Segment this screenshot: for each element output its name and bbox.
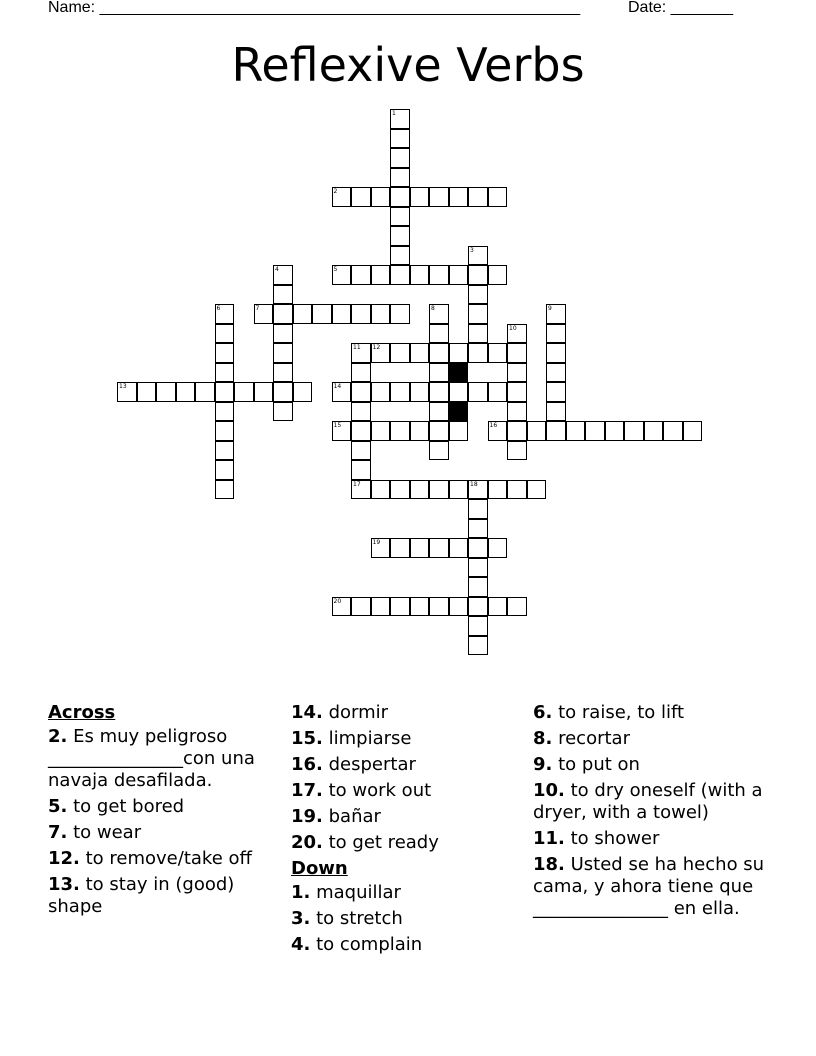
grid-cell[interactable] <box>371 343 391 363</box>
grid-cell[interactable] <box>449 421 469 441</box>
clue-number: 20. <box>291 832 323 853</box>
clue-item <box>533 754 773 776</box>
grid-cell[interactable] <box>410 480 430 500</box>
grid-cell[interactable] <box>390 538 410 558</box>
grid-cell[interactable] <box>410 382 430 402</box>
clue-item <box>533 780 773 824</box>
clue-item <box>48 874 278 918</box>
clue-item <box>48 848 278 870</box>
grid-cell[interactable] <box>488 421 508 441</box>
grid-cell[interactable] <box>488 480 508 500</box>
clue-number: 11. <box>533 828 565 849</box>
grid-cell[interactable] <box>429 363 449 383</box>
grid-cell[interactable] <box>468 285 488 305</box>
grid-cell[interactable] <box>429 597 449 617</box>
cell-number: 2 <box>333 188 338 195</box>
clue-item <box>533 702 773 724</box>
grid-cell[interactable] <box>546 324 566 344</box>
clue-number: 19. <box>291 806 323 827</box>
grid-cell[interactable] <box>507 343 527 363</box>
grid-cell[interactable] <box>293 304 313 324</box>
grid-cell[interactable] <box>449 480 469 500</box>
clue-number: 8. <box>533 728 553 749</box>
cell-number: 16 <box>489 422 498 429</box>
clue-text: to stay in (good) shape <box>48 874 235 917</box>
grid-cell[interactable] <box>273 324 293 344</box>
grid-cell[interactable] <box>371 187 391 207</box>
clue-text: bañar <box>322 806 381 827</box>
cell-number: 13 <box>119 383 127 390</box>
grid-cell[interactable] <box>351 480 371 500</box>
grid-cell[interactable] <box>254 382 274 402</box>
grid-cell[interactable] <box>410 538 430 558</box>
clue-number: 3. <box>291 908 311 929</box>
grid-cell[interactable] <box>605 421 625 441</box>
clue-item <box>533 728 773 750</box>
grid-cell[interactable] <box>351 421 371 441</box>
header <box>48 0 748 20</box>
clue-text: to shower <box>564 828 660 849</box>
clue-number: 1. <box>291 882 311 903</box>
grid-cell[interactable] <box>566 421 586 441</box>
grid-cell[interactable] <box>195 382 215 402</box>
clue-number: 18. <box>533 854 565 875</box>
grid-cell[interactable] <box>429 187 449 207</box>
grid-cell[interactable] <box>429 265 449 285</box>
grid-cell[interactable] <box>273 285 293 305</box>
grid-cell[interactable] <box>429 324 449 344</box>
clue-item <box>291 882 521 904</box>
grid-cell[interactable] <box>663 421 683 441</box>
clue-item <box>291 728 521 750</box>
grid-cell[interactable] <box>351 363 371 383</box>
clue-number: 15. <box>291 728 323 749</box>
grid-cell[interactable] <box>351 441 371 461</box>
clue-item <box>48 822 278 844</box>
clue-text: Usted se ha hecho su cama, y ahora tiene que _______________ en ella. <box>533 854 765 919</box>
grid-cell[interactable] <box>468 382 488 402</box>
cell-number: 14 <box>333 383 342 390</box>
grid-cell[interactable] <box>215 421 235 441</box>
clue-item <box>291 908 521 930</box>
grid-cell[interactable] <box>429 304 449 324</box>
grid-cell[interactable] <box>449 187 469 207</box>
grid-cell[interactable] <box>273 363 293 383</box>
black-cell <box>449 402 469 422</box>
cell-number: 9 <box>548 305 552 312</box>
grid-cell[interactable] <box>546 363 566 383</box>
clue-text: to get ready <box>322 832 439 853</box>
black-cell <box>449 363 469 383</box>
grid-cell[interactable] <box>468 265 488 285</box>
grid-cell[interactable] <box>507 480 527 500</box>
grid-cell[interactable] <box>371 480 391 500</box>
cell-number: 7 <box>255 305 260 312</box>
grid-cell[interactable] <box>390 226 410 246</box>
date-field[interactable]: Date: _______ <box>628 0 733 16</box>
grid-cell[interactable] <box>332 421 352 441</box>
grid-cell[interactable] <box>273 402 293 422</box>
clue-text: dormir <box>322 702 389 723</box>
clue-text: to complain <box>310 934 423 955</box>
grid-cell[interactable] <box>234 382 254 402</box>
grid-cell[interactable] <box>410 597 430 617</box>
clue-item <box>291 934 521 956</box>
grid-cell[interactable] <box>410 343 430 363</box>
grid-cell[interactable] <box>546 402 566 422</box>
grid-cell[interactable] <box>351 343 371 363</box>
cell-number: 17 <box>353 480 361 488</box>
clue-item <box>291 832 521 854</box>
grid-cell[interactable] <box>332 265 352 285</box>
clue-item <box>291 702 521 724</box>
grid-cell[interactable] <box>488 597 508 617</box>
grid-cell[interactable] <box>507 441 527 461</box>
grid-cell[interactable] <box>468 616 488 636</box>
grid-cell[interactable] <box>371 382 391 402</box>
grid-cell[interactable] <box>410 265 430 285</box>
clue-number: 16. <box>291 754 323 775</box>
grid-cell[interactable] <box>468 597 488 617</box>
grid-cell[interactable] <box>390 265 410 285</box>
grid-cell[interactable] <box>137 382 157 402</box>
grid-cell[interactable] <box>351 402 371 422</box>
grid-cell[interactable] <box>449 265 469 285</box>
grid-cell[interactable] <box>351 460 371 480</box>
cell-number: 15 <box>333 422 342 429</box>
clue-text: recortar <box>552 728 630 749</box>
clue-text: maquillar <box>310 882 401 903</box>
grid-cell[interactable] <box>332 304 352 324</box>
clue-number: 13. <box>48 874 80 895</box>
cell-number: 8 <box>431 305 435 312</box>
grid-cell[interactable] <box>449 538 469 558</box>
grid-cell[interactable] <box>546 304 566 324</box>
grid-cell[interactable] <box>215 382 235 402</box>
cell-number: 11 <box>353 344 361 351</box>
grid-cell[interactable] <box>468 538 488 558</box>
grid-cell[interactable] <box>468 636 488 656</box>
clue-number: 5. <box>48 796 68 817</box>
clue-number: 10. <box>533 780 565 801</box>
cell-number: 6 <box>216 305 221 312</box>
grid-cell[interactable] <box>507 597 527 617</box>
grid-cell[interactable] <box>468 304 488 324</box>
clue-text: Es muy peligroso _______________con una navaja desafilada. <box>48 726 255 791</box>
grid-cell[interactable] <box>488 538 508 558</box>
grid-cell[interactable] <box>390 480 410 500</box>
down-heading: Down <box>291 858 348 879</box>
grid-cell[interactable] <box>390 246 410 266</box>
grid-cell[interactable] <box>176 382 196 402</box>
grid-cell[interactable] <box>410 187 430 207</box>
grid-cell[interactable] <box>117 382 137 402</box>
grid-cell[interactable] <box>332 187 352 207</box>
clue-text: to put on <box>552 754 640 775</box>
grid-cell[interactable] <box>507 402 527 422</box>
clue-number: 2. <box>48 726 68 747</box>
grid-cell[interactable] <box>468 499 488 519</box>
grid-cell[interactable] <box>488 382 508 402</box>
grid-cell[interactable] <box>429 343 449 363</box>
grid-cell[interactable] <box>429 441 449 461</box>
grid-cell[interactable] <box>390 187 410 207</box>
grid-cell[interactable] <box>371 538 391 558</box>
grid-cell[interactable] <box>254 304 274 324</box>
grid-cell[interactable] <box>215 324 235 344</box>
clue-item <box>533 828 773 850</box>
grid-cell[interactable] <box>390 148 410 168</box>
grid-cell[interactable] <box>468 480 488 500</box>
grid-cell[interactable] <box>273 304 293 324</box>
clue-item <box>291 806 521 828</box>
grid-cell[interactable] <box>624 421 644 441</box>
cell-number: 5 <box>333 266 338 273</box>
grid-cell[interactable] <box>468 343 488 363</box>
cell-number: 12 <box>372 344 381 351</box>
grid-cell[interactable] <box>332 597 352 617</box>
grid-cell[interactable] <box>468 246 488 266</box>
grid-cell[interactable] <box>527 480 547 500</box>
grid-cell[interactable] <box>429 382 449 402</box>
grid-cell[interactable] <box>351 265 371 285</box>
grid-cell[interactable] <box>156 382 176 402</box>
clue-number: 17. <box>291 780 323 801</box>
grid-cell[interactable] <box>449 343 469 363</box>
grid-cell[interactable] <box>585 421 605 441</box>
clue-text: to wear <box>67 822 142 843</box>
grid-cell[interactable] <box>527 421 547 441</box>
grid-cell[interactable] <box>390 129 410 149</box>
grid-cell[interactable] <box>507 324 527 344</box>
grid-cell[interactable] <box>215 363 235 383</box>
grid-cell[interactable] <box>371 304 391 324</box>
grid-cell[interactable] <box>351 597 371 617</box>
clue-text: to dry oneself (with a dryer, with a towel) <box>533 780 763 823</box>
grid-cell[interactable] <box>468 558 488 578</box>
grid-cell[interactable] <box>488 343 508 363</box>
grid-cell[interactable] <box>371 597 391 617</box>
grid-cell[interactable] <box>449 382 469 402</box>
clue-number: 4. <box>291 934 311 955</box>
clue-text: limpiarse <box>322 728 412 749</box>
grid-cell[interactable] <box>273 343 293 363</box>
clue-text: to raise, to lift <box>552 702 685 723</box>
grid-cell[interactable] <box>215 402 235 422</box>
grid-cell[interactable] <box>312 304 332 324</box>
clues-column-2 <box>291 702 521 960</box>
clue-number: 12. <box>48 848 80 869</box>
cell-number: 19 <box>372 539 381 546</box>
clue-text: to stretch <box>310 908 403 929</box>
grid-cell[interactable] <box>507 421 527 441</box>
grid-cell[interactable] <box>390 304 410 324</box>
grid-cell[interactable] <box>429 421 449 441</box>
grid-cell[interactable] <box>390 168 410 188</box>
grid-cell[interactable] <box>371 421 391 441</box>
grid-cell[interactable] <box>351 382 371 402</box>
page-title: Reflexive Verbs <box>231 38 585 92</box>
grid-cell[interactable] <box>546 421 566 441</box>
grid-cell[interactable] <box>546 382 566 402</box>
clue-item <box>533 854 773 920</box>
grid-cell[interactable] <box>468 577 488 597</box>
grid-cell[interactable] <box>215 460 235 480</box>
grid-cell[interactable] <box>215 480 235 500</box>
clue-text: to work out <box>322 780 432 801</box>
clue-number: 14. <box>291 702 323 723</box>
clues-column-3 <box>533 702 773 924</box>
cell-number: 20 <box>333 597 342 605</box>
grid-cell[interactable] <box>215 441 235 461</box>
grid-cell[interactable] <box>429 538 449 558</box>
grid-cell[interactable] <box>215 343 235 363</box>
grid-cell[interactable] <box>273 382 293 402</box>
grid-cell[interactable] <box>449 597 469 617</box>
clue-item <box>291 780 521 802</box>
clue-text: despertar <box>322 754 416 775</box>
grid-cell[interactable] <box>488 265 508 285</box>
grid-cell[interactable] <box>468 187 488 207</box>
grid-cell[interactable] <box>546 343 566 363</box>
grid-cell[interactable] <box>332 382 352 402</box>
clue-text: to remove/take off <box>79 848 252 869</box>
grid-cell[interactable] <box>273 265 293 285</box>
grid-cell[interactable] <box>390 343 410 363</box>
name-field[interactable]: Name: ______________________________________________________ <box>48 0 581 16</box>
grid-cell[interactable] <box>507 382 527 402</box>
clue-item <box>48 726 278 792</box>
cell-number: 1 <box>392 110 396 117</box>
cell-number: 4 <box>275 266 279 273</box>
cell-number: 18 <box>470 480 478 488</box>
grid-cell[interactable] <box>390 382 410 402</box>
grid-cell[interactable] <box>293 382 313 402</box>
clue-number: 6. <box>533 702 553 723</box>
grid-cell[interactable] <box>468 324 488 344</box>
clue-item <box>291 754 521 776</box>
cell-number: 10 <box>509 324 517 332</box>
clue-item <box>48 796 278 818</box>
clue-text: to get bored <box>67 796 185 817</box>
clues-column-1 <box>48 702 278 922</box>
clue-number: 9. <box>533 754 553 775</box>
grid-cell[interactable] <box>507 363 527 383</box>
grid-cell[interactable] <box>215 304 235 324</box>
across-heading: Across <box>48 702 116 723</box>
cell-number: 3 <box>470 246 474 254</box>
grid-cell[interactable] <box>429 480 449 500</box>
grid-cell[interactable] <box>390 207 410 227</box>
grid-cell[interactable] <box>429 402 449 422</box>
grid-cell[interactable] <box>390 597 410 617</box>
grid-cell[interactable] <box>390 109 410 129</box>
grid-cell[interactable] <box>488 187 508 207</box>
grid-cell[interactable] <box>351 187 371 207</box>
grid-cell[interactable] <box>390 421 410 441</box>
clue-number: 7. <box>48 822 68 843</box>
grid-cell[interactable] <box>371 265 391 285</box>
grid-cell[interactable] <box>683 421 703 441</box>
grid-cell[interactable] <box>468 519 488 539</box>
grid-cell[interactable] <box>644 421 664 441</box>
grid-cell[interactable] <box>351 304 371 324</box>
grid-cell[interactable] <box>410 421 430 441</box>
